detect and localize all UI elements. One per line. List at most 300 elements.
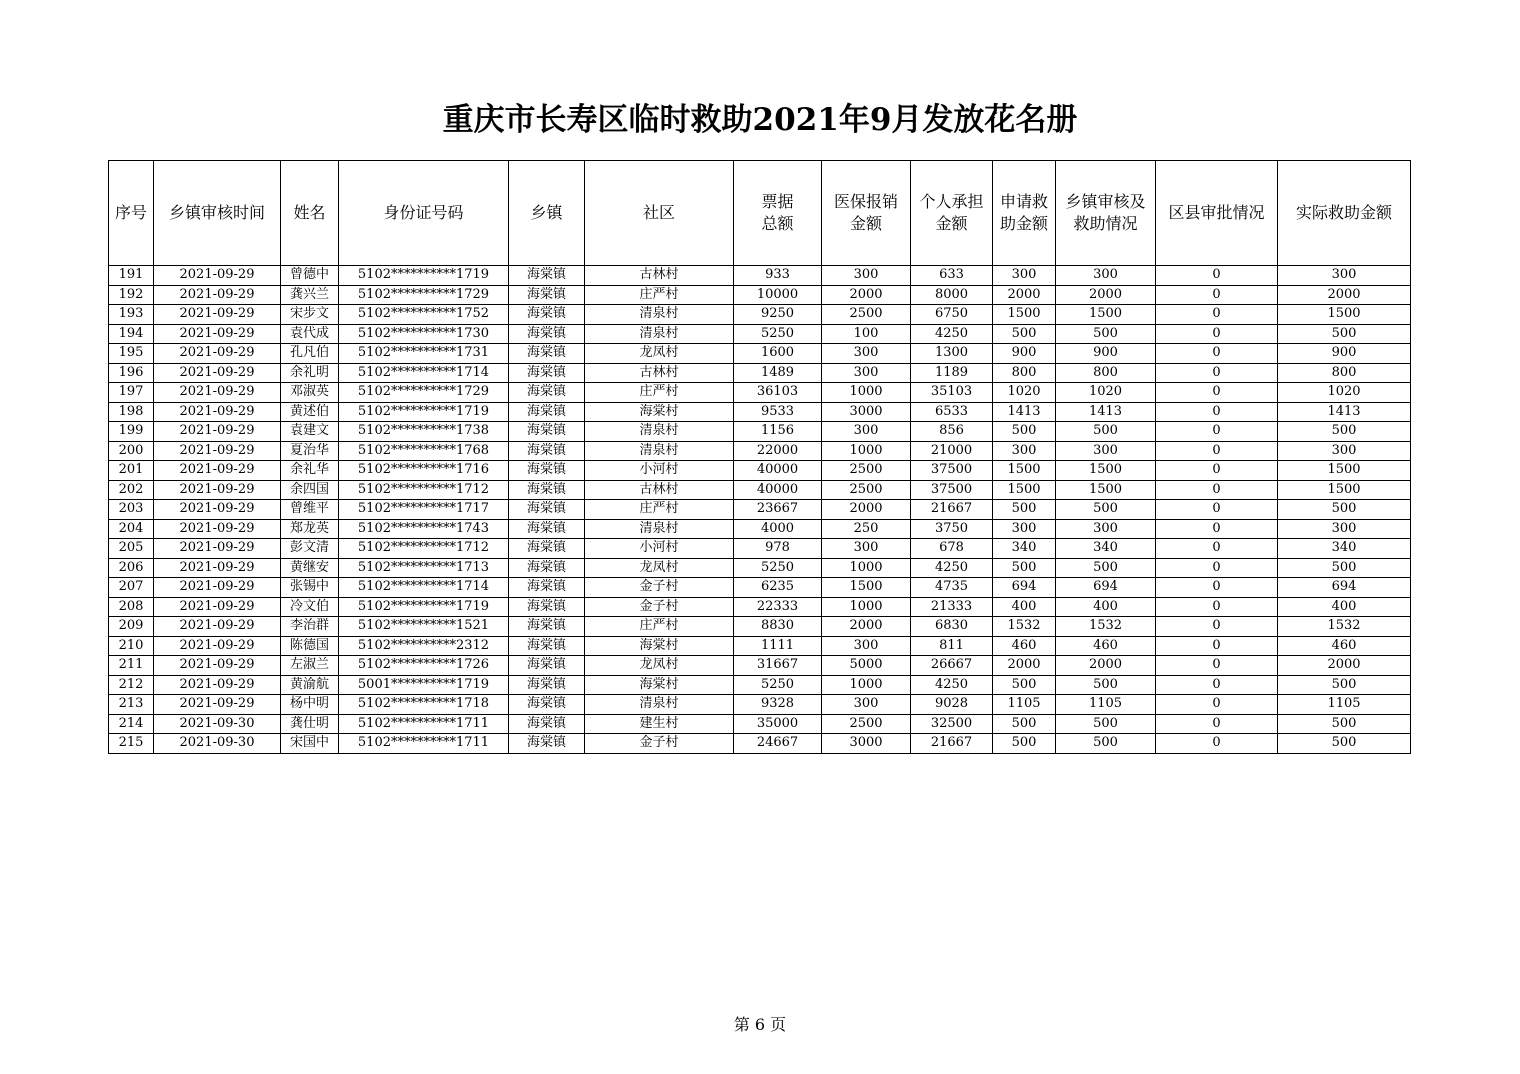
cell-insurance-reimbursed: 1000 <box>822 675 911 695</box>
header-col-town: 乡镇 <box>509 161 585 266</box>
cell-review-date: 2021-09-29 <box>154 285 281 305</box>
cell-district-approval: 0 <box>1156 344 1278 364</box>
cell-personal-cost: 8000 <box>911 285 993 305</box>
cell-town: 海棠镇 <box>509 675 585 695</box>
cell-community: 清泉村 <box>585 519 734 539</box>
cell-actual-amount: 400 <box>1278 597 1411 617</box>
cell-community: 清泉村 <box>585 441 734 461</box>
cell-actual-amount: 460 <box>1278 636 1411 656</box>
cell-insurance-reimbursed: 5000 <box>822 656 911 676</box>
cell-index: 210 <box>109 636 154 656</box>
cell-town-review: 2000 <box>1056 656 1156 676</box>
cell-index: 208 <box>109 597 154 617</box>
cell-town-review: 500 <box>1056 324 1156 344</box>
cell-review-date: 2021-09-29 <box>154 305 281 325</box>
cell-bill-total: 10000 <box>734 285 822 305</box>
table-row <box>109 500 1411 520</box>
cell-bill-total: 40000 <box>734 480 822 500</box>
header-col-id-number: 身份证号码 <box>339 161 509 266</box>
cell-actual-amount: 1500 <box>1278 480 1411 500</box>
cell-id-number: 5102**********1719 <box>339 266 509 286</box>
cell-applied-amount: 694 <box>993 578 1056 598</box>
cell-district-approval: 0 <box>1156 617 1278 637</box>
cell-personal-cost: 21000 <box>911 441 993 461</box>
cell-review-date: 2021-09-29 <box>154 617 281 637</box>
cell-community: 清泉村 <box>585 422 734 442</box>
cell-name: 左淑兰 <box>281 656 339 676</box>
cell-index: 215 <box>109 734 154 754</box>
cell-applied-amount: 1500 <box>993 480 1056 500</box>
cell-actual-amount: 1020 <box>1278 383 1411 403</box>
cell-applied-amount: 800 <box>993 363 1056 383</box>
cell-personal-cost: 26667 <box>911 656 993 676</box>
cell-review-date: 2021-09-30 <box>154 734 281 754</box>
table-row <box>109 422 1411 442</box>
cell-name: 袁代成 <box>281 324 339 344</box>
cell-insurance-reimbursed: 2500 <box>822 305 911 325</box>
cell-district-approval: 0 <box>1156 714 1278 734</box>
cell-index: 213 <box>109 695 154 715</box>
cell-id-number: 5102**********1752 <box>339 305 509 325</box>
cell-insurance-reimbursed: 250 <box>822 519 911 539</box>
cell-community: 小河村 <box>585 461 734 481</box>
cell-name: 张锡中 <box>281 578 339 598</box>
table-row <box>109 734 1411 754</box>
cell-personal-cost: 4250 <box>911 675 993 695</box>
cell-insurance-reimbursed: 3000 <box>822 402 911 422</box>
cell-town: 海棠镇 <box>509 441 585 461</box>
cell-district-approval: 0 <box>1156 383 1278 403</box>
cell-review-date: 2021-09-29 <box>154 597 281 617</box>
cell-actual-amount: 500 <box>1278 422 1411 442</box>
cell-index: 211 <box>109 656 154 676</box>
table-body <box>109 266 1411 754</box>
cell-personal-cost: 35103 <box>911 383 993 403</box>
cell-name: 彭文清 <box>281 539 339 559</box>
cell-name: 邓淑英 <box>281 383 339 403</box>
cell-applied-amount: 500 <box>993 734 1056 754</box>
cell-actual-amount: 1500 <box>1278 305 1411 325</box>
cell-name: 杨中明 <box>281 695 339 715</box>
cell-actual-amount: 300 <box>1278 266 1411 286</box>
cell-bill-total: 22333 <box>734 597 822 617</box>
cell-community: 金子村 <box>585 578 734 598</box>
cell-applied-amount: 300 <box>993 519 1056 539</box>
cell-actual-amount: 500 <box>1278 675 1411 695</box>
cell-review-date: 2021-09-29 <box>154 519 281 539</box>
cell-personal-cost: 1189 <box>911 363 993 383</box>
cell-review-date: 2021-09-29 <box>154 656 281 676</box>
cell-town-review: 1413 <box>1056 402 1156 422</box>
cell-town: 海棠镇 <box>509 636 585 656</box>
cell-review-date: 2021-09-29 <box>154 324 281 344</box>
cell-town-review: 1532 <box>1056 617 1156 637</box>
cell-name: 曾德中 <box>281 266 339 286</box>
header-col-town-review: 乡镇审核及 救助情况 <box>1056 161 1156 266</box>
cell-district-approval: 0 <box>1156 324 1278 344</box>
cell-bill-total: 4000 <box>734 519 822 539</box>
cell-community: 龙凤村 <box>585 558 734 578</box>
cell-insurance-reimbursed: 2000 <box>822 500 911 520</box>
cell-actual-amount: 500 <box>1278 714 1411 734</box>
cell-name: 曾维平 <box>281 500 339 520</box>
relief-roster-table <box>108 160 1411 754</box>
cell-district-approval: 0 <box>1156 695 1278 715</box>
cell-community: 龙凤村 <box>585 344 734 364</box>
table-row <box>109 578 1411 598</box>
cell-index: 196 <box>109 363 154 383</box>
cell-district-approval: 0 <box>1156 461 1278 481</box>
cell-bill-total: 9533 <box>734 402 822 422</box>
cell-review-date: 2021-09-29 <box>154 344 281 364</box>
table-row <box>109 597 1411 617</box>
cell-applied-amount: 2000 <box>993 656 1056 676</box>
cell-id-number: 5102**********1713 <box>339 558 509 578</box>
cell-applied-amount: 1500 <box>993 461 1056 481</box>
cell-town: 海棠镇 <box>509 402 585 422</box>
cell-bill-total: 5250 <box>734 324 822 344</box>
cell-bill-total: 1111 <box>734 636 822 656</box>
table-row <box>109 695 1411 715</box>
cell-town: 海棠镇 <box>509 285 585 305</box>
table-row <box>109 558 1411 578</box>
cell-applied-amount: 300 <box>993 441 1056 461</box>
cell-district-approval: 0 <box>1156 558 1278 578</box>
cell-name: 袁建文 <box>281 422 339 442</box>
cell-actual-amount: 800 <box>1278 363 1411 383</box>
cell-district-approval: 0 <box>1156 597 1278 617</box>
cell-name: 龚仕明 <box>281 714 339 734</box>
cell-district-approval: 0 <box>1156 578 1278 598</box>
cell-bill-total: 5250 <box>734 675 822 695</box>
cell-index: 202 <box>109 480 154 500</box>
cell-town: 海棠镇 <box>509 656 585 676</box>
cell-review-date: 2021-09-29 <box>154 441 281 461</box>
cell-index: 194 <box>109 324 154 344</box>
cell-town: 海棠镇 <box>509 578 585 598</box>
cell-applied-amount: 2000 <box>993 285 1056 305</box>
cell-town: 海棠镇 <box>509 480 585 500</box>
cell-index: 191 <box>109 266 154 286</box>
cell-name: 郑龙英 <box>281 519 339 539</box>
cell-name: 余四国 <box>281 480 339 500</box>
cell-district-approval: 0 <box>1156 402 1278 422</box>
cell-review-date: 2021-09-29 <box>154 402 281 422</box>
cell-town-review: 900 <box>1056 344 1156 364</box>
cell-town: 海棠镇 <box>509 422 585 442</box>
cell-personal-cost: 21333 <box>911 597 993 617</box>
cell-bill-total: 23667 <box>734 500 822 520</box>
cell-applied-amount: 1500 <box>993 305 1056 325</box>
table-row <box>109 714 1411 734</box>
cell-bill-total: 5250 <box>734 558 822 578</box>
cell-applied-amount: 300 <box>993 266 1056 286</box>
cell-town-review: 1105 <box>1056 695 1156 715</box>
cell-applied-amount: 500 <box>993 324 1056 344</box>
table-row <box>109 480 1411 500</box>
cell-personal-cost: 32500 <box>911 714 993 734</box>
header-col-review-date: 乡镇审核时间 <box>154 161 281 266</box>
cell-actual-amount: 500 <box>1278 734 1411 754</box>
cell-id-number: 5102**********1717 <box>339 500 509 520</box>
cell-actual-amount: 500 <box>1278 324 1411 344</box>
cell-applied-amount: 500 <box>993 500 1056 520</box>
cell-id-number: 5102**********1714 <box>339 578 509 598</box>
cell-insurance-reimbursed: 1000 <box>822 383 911 403</box>
cell-town: 海棠镇 <box>509 500 585 520</box>
cell-district-approval: 0 <box>1156 285 1278 305</box>
cell-review-date: 2021-09-29 <box>154 500 281 520</box>
table-row <box>109 656 1411 676</box>
cell-personal-cost: 6830 <box>911 617 993 637</box>
cell-district-approval: 0 <box>1156 441 1278 461</box>
cell-personal-cost: 4250 <box>911 324 993 344</box>
cell-bill-total: 40000 <box>734 461 822 481</box>
table-row <box>109 461 1411 481</box>
cell-review-date: 2021-09-29 <box>154 266 281 286</box>
cell-insurance-reimbursed: 1500 <box>822 578 911 598</box>
cell-index: 204 <box>109 519 154 539</box>
cell-town: 海棠镇 <box>509 558 585 578</box>
table-row <box>109 363 1411 383</box>
cell-id-number: 5102**********1521 <box>339 617 509 637</box>
cell-id-number: 5102**********1729 <box>339 383 509 403</box>
cell-bill-total: 1489 <box>734 363 822 383</box>
cell-district-approval: 0 <box>1156 266 1278 286</box>
table-row <box>109 617 1411 637</box>
header-row <box>109 161 1411 266</box>
cell-town-review: 500 <box>1056 500 1156 520</box>
cell-bill-total: 9250 <box>734 305 822 325</box>
header-col-bill-total: 票据 总额 <box>734 161 822 266</box>
header-col-community: 社区 <box>585 161 734 266</box>
cell-community: 清泉村 <box>585 305 734 325</box>
cell-insurance-reimbursed: 1000 <box>822 558 911 578</box>
cell-index: 197 <box>109 383 154 403</box>
cell-index: 206 <box>109 558 154 578</box>
cell-town-review: 500 <box>1056 734 1156 754</box>
table-row <box>109 324 1411 344</box>
cell-review-date: 2021-09-30 <box>154 714 281 734</box>
cell-community: 海棠村 <box>585 675 734 695</box>
header-col-actual-amount: 实际救助金额 <box>1278 161 1411 266</box>
cell-district-approval: 0 <box>1156 734 1278 754</box>
cell-insurance-reimbursed: 100 <box>822 324 911 344</box>
cell-name: 孔凡伯 <box>281 344 339 364</box>
cell-insurance-reimbursed: 2500 <box>822 480 911 500</box>
cell-district-approval: 0 <box>1156 500 1278 520</box>
cell-id-number: 5102**********1718 <box>339 695 509 715</box>
cell-review-date: 2021-09-29 <box>154 480 281 500</box>
cell-review-date: 2021-09-29 <box>154 422 281 442</box>
cell-review-date: 2021-09-29 <box>154 539 281 559</box>
cell-town-review: 300 <box>1056 519 1156 539</box>
cell-personal-cost: 6750 <box>911 305 993 325</box>
cell-name: 黄述伯 <box>281 402 339 422</box>
cell-town: 海棠镇 <box>509 714 585 734</box>
cell-name: 冷文伯 <box>281 597 339 617</box>
cell-town: 海棠镇 <box>509 597 585 617</box>
cell-applied-amount: 1105 <box>993 695 1056 715</box>
cell-district-approval: 0 <box>1156 539 1278 559</box>
cell-id-number: 5102**********2312 <box>339 636 509 656</box>
cell-town-review: 460 <box>1056 636 1156 656</box>
page-number: 第 6 页 <box>733 1015 787 1034</box>
cell-review-date: 2021-09-29 <box>154 675 281 695</box>
cell-bill-total: 978 <box>734 539 822 559</box>
cell-index: 209 <box>109 617 154 637</box>
header-col-insurance-reimbursed: 医保报销 金额 <box>822 161 911 266</box>
cell-id-number: 5102**********1719 <box>339 402 509 422</box>
table-row <box>109 305 1411 325</box>
cell-town-review: 1020 <box>1056 383 1156 403</box>
cell-applied-amount: 500 <box>993 675 1056 695</box>
cell-id-number: 5001**********1719 <box>339 675 509 695</box>
cell-id-number: 5102**********1712 <box>339 539 509 559</box>
cell-index: 193 <box>109 305 154 325</box>
header-col-index: 序号 <box>109 161 154 266</box>
cell-community: 建生村 <box>585 714 734 734</box>
cell-id-number: 5102**********1716 <box>339 461 509 481</box>
cell-town-review: 1500 <box>1056 480 1156 500</box>
table-row <box>109 266 1411 286</box>
cell-applied-amount: 340 <box>993 539 1056 559</box>
table-row <box>109 675 1411 695</box>
cell-bill-total: 22000 <box>734 441 822 461</box>
cell-id-number: 5102**********1711 <box>339 714 509 734</box>
cell-applied-amount: 900 <box>993 344 1056 364</box>
cell-index: 201 <box>109 461 154 481</box>
cell-community: 金子村 <box>585 597 734 617</box>
cell-actual-amount: 1532 <box>1278 617 1411 637</box>
cell-town-review: 500 <box>1056 558 1156 578</box>
cell-insurance-reimbursed: 2500 <box>822 714 911 734</box>
cell-name: 龚兴兰 <box>281 285 339 305</box>
cell-town-review: 300 <box>1056 441 1156 461</box>
cell-index: 207 <box>109 578 154 598</box>
cell-name: 黄渝航 <box>281 675 339 695</box>
cell-personal-cost: 6533 <box>911 402 993 422</box>
cell-actual-amount: 500 <box>1278 500 1411 520</box>
table-row <box>109 636 1411 656</box>
cell-bill-total: 933 <box>734 266 822 286</box>
cell-town: 海棠镇 <box>509 617 585 637</box>
cell-district-approval: 0 <box>1156 675 1278 695</box>
cell-actual-amount: 340 <box>1278 539 1411 559</box>
cell-town-review: 1500 <box>1056 461 1156 481</box>
cell-town-review: 500 <box>1056 714 1156 734</box>
cell-town: 海棠镇 <box>509 383 585 403</box>
header-col-name: 姓名 <box>281 161 339 266</box>
table-row <box>109 539 1411 559</box>
cell-community: 海棠村 <box>585 402 734 422</box>
cell-insurance-reimbursed: 2000 <box>822 285 911 305</box>
cell-actual-amount: 2000 <box>1278 656 1411 676</box>
cell-insurance-reimbursed: 300 <box>822 344 911 364</box>
cell-id-number: 5102**********1711 <box>339 734 509 754</box>
cell-town-review: 300 <box>1056 266 1156 286</box>
cell-community: 海棠村 <box>585 636 734 656</box>
cell-insurance-reimbursed: 300 <box>822 266 911 286</box>
cell-applied-amount: 460 <box>993 636 1056 656</box>
cell-bill-total: 8830 <box>734 617 822 637</box>
cell-id-number: 5102**********1712 <box>339 480 509 500</box>
cell-personal-cost: 678 <box>911 539 993 559</box>
table-row <box>109 285 1411 305</box>
cell-review-date: 2021-09-29 <box>154 695 281 715</box>
cell-community: 古林村 <box>585 363 734 383</box>
table-row <box>109 441 1411 461</box>
cell-community: 庄严村 <box>585 285 734 305</box>
cell-id-number: 5102**********1719 <box>339 597 509 617</box>
cell-index: 199 <box>109 422 154 442</box>
cell-index: 205 <box>109 539 154 559</box>
cell-town: 海棠镇 <box>509 519 585 539</box>
cell-actual-amount: 500 <box>1278 558 1411 578</box>
cell-town-review: 500 <box>1056 675 1156 695</box>
cell-index: 195 <box>109 344 154 364</box>
cell-bill-total: 6235 <box>734 578 822 598</box>
cell-review-date: 2021-09-29 <box>154 558 281 578</box>
table-row <box>109 383 1411 403</box>
cell-name: 余礼明 <box>281 363 339 383</box>
cell-personal-cost: 811 <box>911 636 993 656</box>
cell-index: 203 <box>109 500 154 520</box>
cell-review-date: 2021-09-29 <box>154 461 281 481</box>
cell-applied-amount: 500 <box>993 558 1056 578</box>
cell-district-approval: 0 <box>1156 363 1278 383</box>
cell-district-approval: 0 <box>1156 305 1278 325</box>
cell-town: 海棠镇 <box>509 539 585 559</box>
cell-actual-amount: 300 <box>1278 519 1411 539</box>
cell-town: 海棠镇 <box>509 363 585 383</box>
cell-review-date: 2021-09-29 <box>154 383 281 403</box>
cell-personal-cost: 4250 <box>911 558 993 578</box>
cell-insurance-reimbursed: 2500 <box>822 461 911 481</box>
table-row <box>109 344 1411 364</box>
cell-town-review: 340 <box>1056 539 1156 559</box>
cell-actual-amount: 1413 <box>1278 402 1411 422</box>
page-title: 重庆市长寿区临时救助2021年9月发放花名册 <box>442 102 1078 138</box>
cell-actual-amount: 2000 <box>1278 285 1411 305</box>
cell-insurance-reimbursed: 300 <box>822 422 911 442</box>
cell-personal-cost: 633 <box>911 266 993 286</box>
cell-district-approval: 0 <box>1156 422 1278 442</box>
cell-bill-total: 24667 <box>734 734 822 754</box>
cell-bill-total: 1156 <box>734 422 822 442</box>
cell-review-date: 2021-09-29 <box>154 578 281 598</box>
cell-community: 庄严村 <box>585 500 734 520</box>
cell-id-number: 5102**********1726 <box>339 656 509 676</box>
cell-town-review: 800 <box>1056 363 1156 383</box>
cell-index: 200 <box>109 441 154 461</box>
cell-name: 黄继安 <box>281 558 339 578</box>
cell-applied-amount: 1413 <box>993 402 1056 422</box>
cell-name: 余礼华 <box>281 461 339 481</box>
cell-personal-cost: 37500 <box>911 461 993 481</box>
cell-bill-total: 9328 <box>734 695 822 715</box>
cell-applied-amount: 500 <box>993 422 1056 442</box>
cell-bill-total: 1600 <box>734 344 822 364</box>
cell-insurance-reimbursed: 1000 <box>822 441 911 461</box>
cell-index: 198 <box>109 402 154 422</box>
cell-community: 清泉村 <box>585 695 734 715</box>
cell-town: 海棠镇 <box>509 461 585 481</box>
cell-actual-amount: 1500 <box>1278 461 1411 481</box>
cell-actual-amount: 1105 <box>1278 695 1411 715</box>
cell-index: 212 <box>109 675 154 695</box>
cell-town: 海棠镇 <box>509 344 585 364</box>
